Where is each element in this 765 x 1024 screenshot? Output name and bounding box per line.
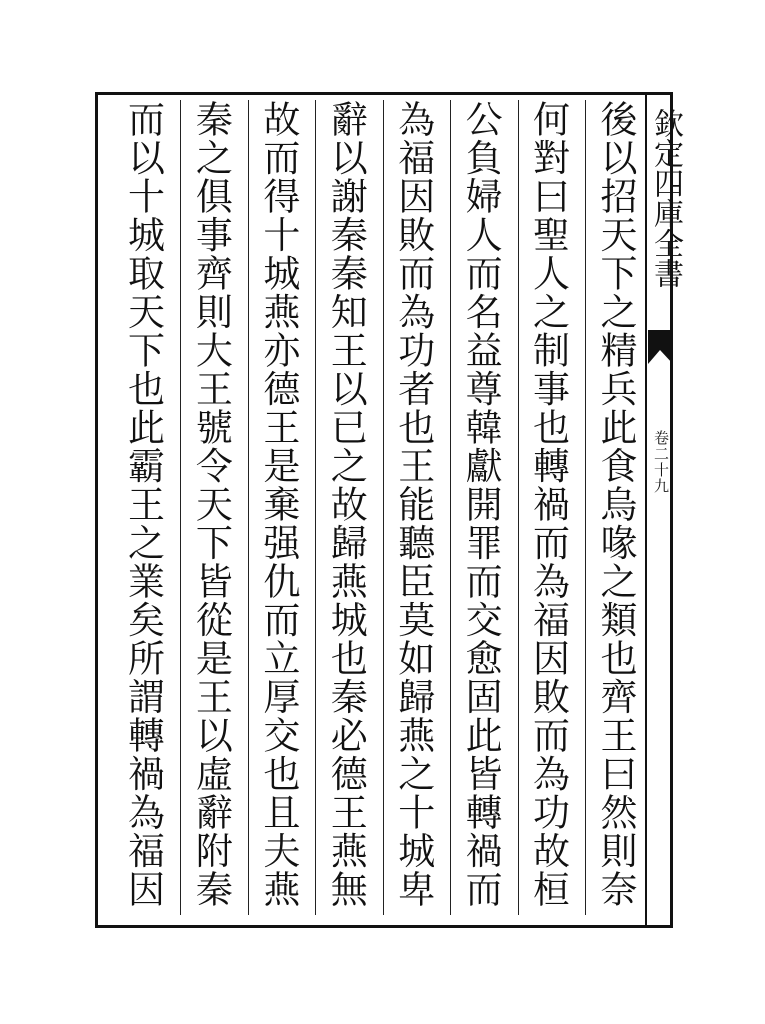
text-column-3 (450, 100, 510, 915)
text-column-6 (248, 100, 308, 915)
column-text: 辭以謝秦秦知王以已之故歸燕城也秦必德王燕無 (324, 100, 368, 909)
text-column-7 (180, 100, 240, 915)
margin-divider (645, 95, 647, 925)
text-column-1 (585, 100, 645, 915)
column-text: 公負婦人而名益尊韓獻開罪而交愈固此皆轉禍而 (459, 100, 503, 909)
fishtail-mark-icon (648, 330, 673, 364)
book-title: 欽定四庫全書 (648, 108, 683, 288)
column-text: 後以招天下之精兵此食烏喙之類也齊王曰然則奈 (593, 100, 637, 909)
text-column-4 (383, 100, 443, 915)
chapter-label: 卷二十九 (652, 430, 670, 494)
column-text: 為福因敗而為功者也王能聽臣莫如歸燕之十城卑 (391, 100, 435, 909)
text-column-8 (113, 100, 173, 915)
column-text: 秦之俱事齊則大王號令天下皆從是王以虛辭附秦 (189, 100, 233, 909)
column-text: 故而得十城燕亦德王是棄强仇而立厚交也且夫燕 (256, 100, 300, 909)
text-column-2 (518, 100, 578, 915)
text-column-5 (315, 100, 375, 915)
column-text: 何對曰聖人之制事也轉禍而為福因敗而為功故桓 (526, 100, 570, 909)
text-body (113, 100, 645, 915)
column-text: 而以十城取天下也此霸王之業矣所謂轉禍為福因 (121, 100, 165, 909)
